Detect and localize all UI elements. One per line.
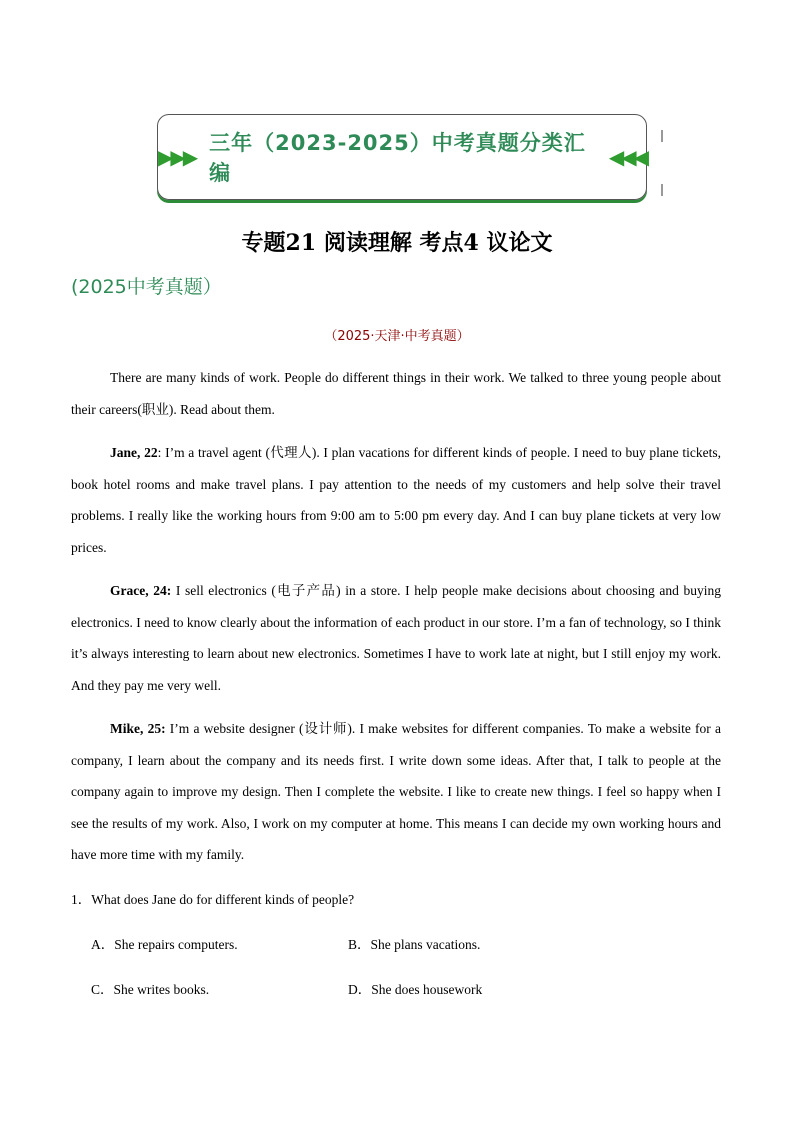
section-heading: (2025中考真题） bbox=[71, 276, 222, 298]
speaker-name: Mike, 25: bbox=[110, 721, 166, 736]
banner-edge-mark bbox=[661, 184, 663, 196]
question-source: （2025·天津·中考真题） bbox=[324, 329, 470, 344]
option-c[interactable]: C．She writes books. bbox=[91, 982, 210, 997]
option-b[interactable]: B．She plans vacations. bbox=[348, 937, 481, 952]
title-banner bbox=[157, 114, 647, 200]
speaker-name: Jane, 22 bbox=[110, 445, 158, 460]
triangle-arrows-right-icon: ▶▶▶ bbox=[158, 145, 196, 169]
question-stem: 1．What does Jane do for different kinds of people? bbox=[71, 892, 355, 907]
triangle-arrows-left-icon: ◀◀◀ bbox=[608, 145, 646, 169]
topic-title: 专题21 阅读理解 考点4 议论文 bbox=[241, 230, 553, 256]
banner-edge-mark bbox=[661, 130, 663, 142]
passage-paragraph-jane: Jane, 22: I’m a travel agent (代理人). I plan vacations for different kinds of people. I need to buy plane tickets, book hotel rooms and make travel plans. I pay attention to the needs of my customers and help solve their travel problems. I really like the working hours from 9:00 am to 5:00 pm every day. And I can buy plane tickets at very low prices. bbox=[71, 445, 721, 555]
speaker-name: Grace, 24: bbox=[110, 583, 172, 598]
option-d[interactable]: D．She does housework bbox=[348, 982, 483, 997]
passage-intro: There are many kinds of work. People do different things in their work. We talked to three young people about their careers(职业). Read about them. bbox=[71, 370, 721, 417]
passage-paragraph-grace: Grace, 24: I sell electronics (电子产品) in a store. I help people make decisions about choosing and buying electronics. I need to know clearly about the information of each product in our store. I’m a fan of technology, so I think it’s always interesting to learn about new electronics. Sometimes I have to work late at night, but I still enjoy my work. And they pay me very well. bbox=[71, 583, 721, 693]
option-a[interactable]: A．She repairs computers. bbox=[91, 937, 238, 952]
passage-paragraph-mike: Mike, 25: I’m a website designer (设计师). I make websites for different companies. To make a website for a company, I learn about the company and its needs first. I write down some ideas. After that, I talk to people at the company again to improve my design. Then I complete the website. I like to create new things. I feel so happy when I see the results of my work. Also, I work on my computer at home. This means I can decide my own working hours and have more time with my family. bbox=[71, 721, 721, 862]
series-title: 三年（2023-2025）中考真题分类汇编 bbox=[209, 131, 586, 185]
